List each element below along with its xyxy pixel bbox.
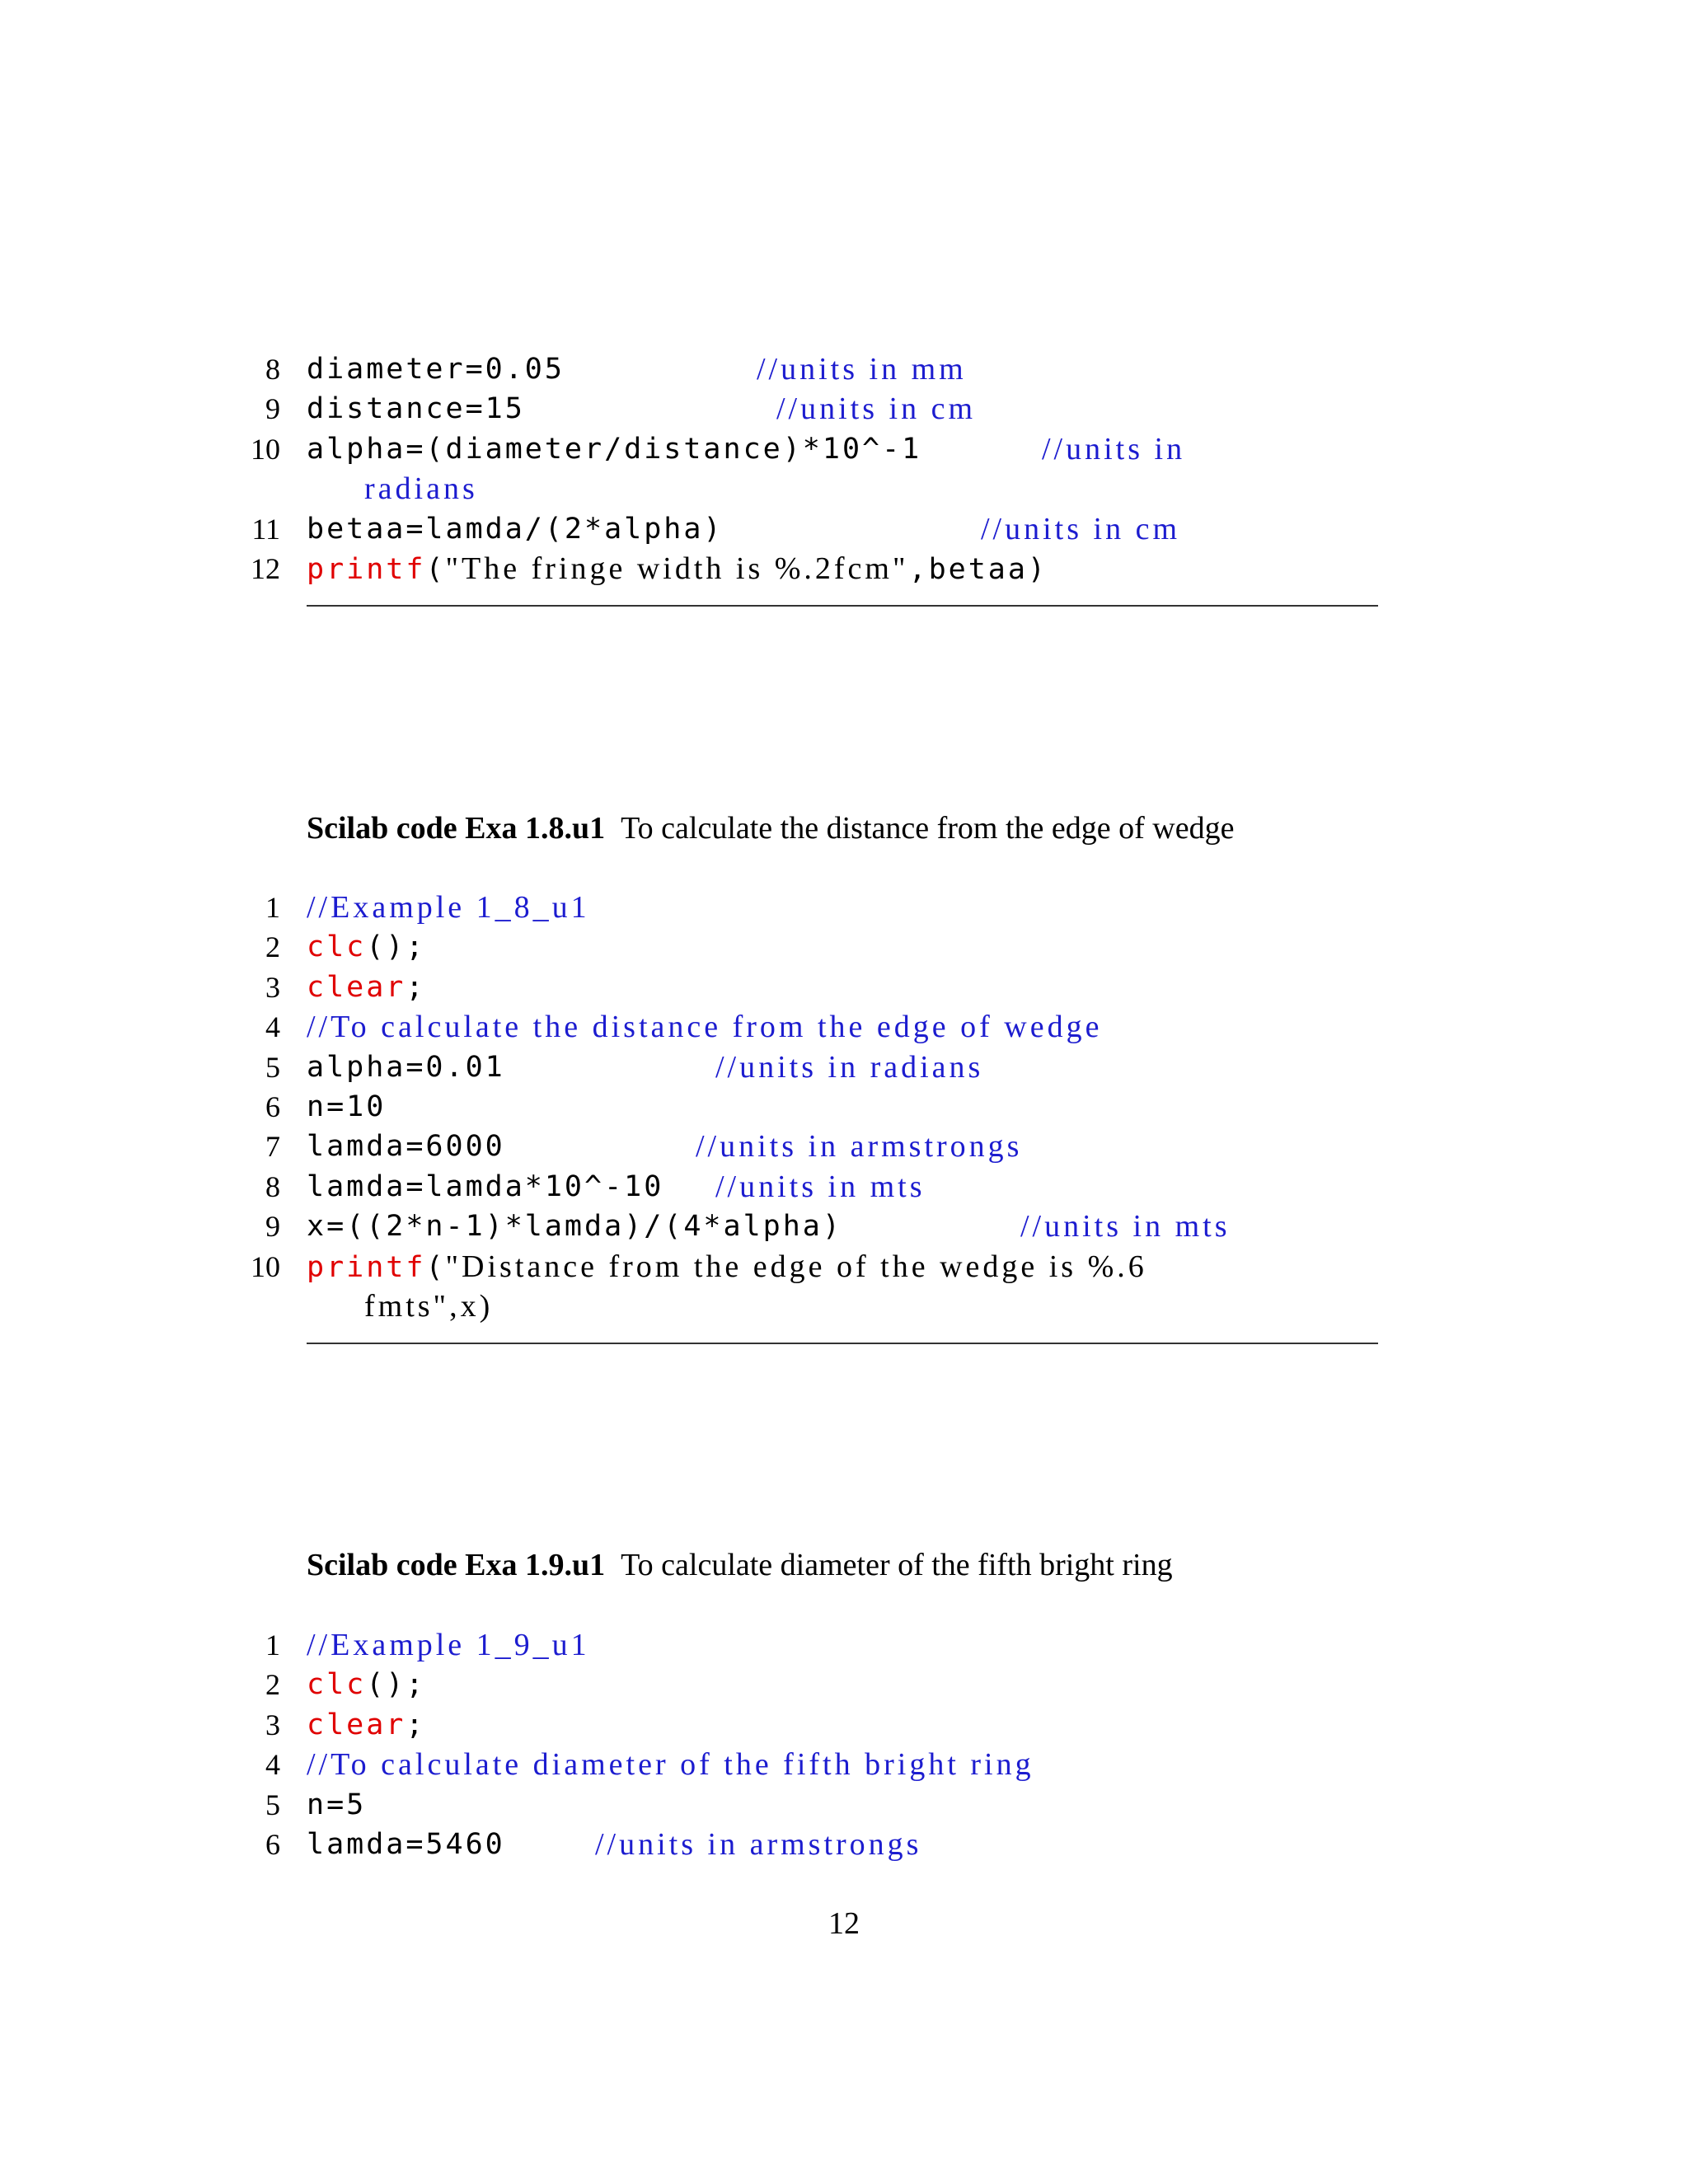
caption-text: To calculate the distance from the edge of wedge bbox=[621, 811, 1235, 846]
code-keyword: clc bbox=[307, 1668, 367, 1702]
line-number: 9 bbox=[265, 392, 280, 426]
code-line bbox=[0, 389, 1688, 429]
code-listing bbox=[0, 1625, 1688, 1864]
code-comment: //To calculate the distance from the edge of wedge bbox=[307, 1010, 1103, 1045]
line-number: 10 bbox=[251, 432, 280, 466]
code-line bbox=[0, 968, 1688, 1007]
code-comment: //units in cm bbox=[981, 511, 1180, 546]
code-comment-continuation: radians bbox=[364, 471, 478, 507]
code-listing-continued bbox=[0, 349, 1688, 588]
code-keyword: printf bbox=[307, 1250, 426, 1284]
code-line bbox=[0, 1047, 1688, 1087]
code-text: printf("Distance from the edge of the wedge is %.6 bbox=[307, 1249, 1147, 1284]
code-line bbox=[0, 1785, 1688, 1825]
line-number: 4 bbox=[265, 1748, 280, 1782]
listing-end-rule bbox=[307, 605, 1378, 607]
line-number: 3 bbox=[265, 1708, 280, 1741]
caption-label: Scilab code Exa 1.9.u1 bbox=[307, 1548, 606, 1582]
listing-caption bbox=[307, 808, 1234, 849]
line-number: 6 bbox=[265, 1827, 280, 1861]
code-keyword: clc bbox=[307, 930, 367, 964]
code-comment: //units in radians bbox=[715, 1049, 984, 1085]
code-line bbox=[0, 1207, 1688, 1246]
code-line bbox=[0, 429, 1688, 469]
code-line bbox=[0, 888, 1688, 927]
code-keyword: clear bbox=[307, 970, 406, 1004]
code-text: diameter=0.05 bbox=[307, 353, 565, 386]
code-line bbox=[0, 1007, 1688, 1047]
code-line bbox=[0, 509, 1688, 549]
code-line bbox=[0, 1705, 1688, 1745]
line-number: 5 bbox=[265, 1788, 280, 1821]
code-line bbox=[0, 1087, 1688, 1127]
line-number: 4 bbox=[265, 1010, 280, 1044]
line-number: 7 bbox=[265, 1130, 280, 1164]
code-text: alpha=(diameter/distance)*10^-1 bbox=[307, 432, 922, 466]
line-number: 12 bbox=[251, 551, 280, 585]
line-number: 11 bbox=[251, 512, 280, 546]
line-number: 10 bbox=[251, 1249, 280, 1283]
page-number: 12 bbox=[828, 1906, 860, 1941]
listing-caption bbox=[307, 1544, 1173, 1586]
code-comment: //To calculate diameter of the fifth bright ring bbox=[307, 1747, 1034, 1783]
line-number: 9 bbox=[265, 1210, 280, 1244]
code-text: n=10 bbox=[307, 1090, 387, 1123]
code-text: clc(); bbox=[307, 930, 426, 964]
code-comment: //units in armstrongs bbox=[696, 1129, 1023, 1165]
code-text: betaa=lamda/(2*alpha) bbox=[307, 512, 724, 546]
code-text: distance=15 bbox=[307, 392, 525, 426]
line-number: 2 bbox=[265, 930, 280, 964]
line-number: 1 bbox=[265, 1629, 280, 1661]
code-text: clc(); bbox=[307, 1668, 426, 1702]
line-number: 5 bbox=[265, 1050, 280, 1084]
code-line bbox=[0, 349, 1688, 389]
code-text: lamda=6000 bbox=[307, 1130, 505, 1164]
line-number: 1 bbox=[265, 891, 280, 924]
code-keyword: printf bbox=[307, 552, 426, 586]
line-number: 2 bbox=[265, 1668, 280, 1702]
code-text: lamda=lamda*10^-10 bbox=[307, 1169, 664, 1203]
code-comment: //units in armstrongs bbox=[595, 1826, 922, 1862]
code-line bbox=[0, 1247, 1688, 1286]
line-number: 6 bbox=[265, 1090, 280, 1123]
code-text: x=((2*n-1)*lamda)/(4*alpha) bbox=[307, 1210, 842, 1244]
code-line bbox=[0, 1625, 1688, 1665]
listing-end-rule bbox=[307, 1343, 1378, 1344]
code-line-continuation bbox=[0, 469, 1688, 509]
code-line-continuation bbox=[0, 1286, 1688, 1326]
code-line bbox=[0, 1127, 1688, 1166]
code-comment: //units in mts bbox=[715, 1169, 926, 1204]
code-string: "Distance from the edge of the wedge is %.6 bbox=[445, 1249, 1147, 1284]
code-comment: //Example 1_9_u1 bbox=[307, 1628, 590, 1662]
caption-text: To calculate diameter of the fifth bright ring bbox=[621, 1548, 1173, 1582]
code-line bbox=[0, 549, 1688, 588]
code-line bbox=[0, 927, 1688, 967]
code-comment: //units in cm bbox=[776, 391, 976, 427]
code-text: printf("The fringe width is %.2fcm",betaa) bbox=[307, 551, 1048, 586]
code-keyword: clear bbox=[307, 1708, 406, 1741]
line-number: 3 bbox=[265, 970, 280, 1004]
code-comment: //Example 1_8_u1 bbox=[307, 890, 590, 925]
line-number: 8 bbox=[265, 1169, 280, 1203]
code-text: clear; bbox=[307, 1708, 426, 1741]
code-line bbox=[0, 1745, 1688, 1784]
code-string: "The fringe width is %.2fcm" bbox=[445, 551, 909, 586]
code-text: n=5 bbox=[307, 1788, 367, 1821]
code-comment: //units in bbox=[1042, 431, 1186, 466]
code-string-continuation: fmts",x) bbox=[364, 1288, 494, 1324]
code-text: lamda=5460 bbox=[307, 1827, 505, 1861]
line-number: 8 bbox=[265, 353, 280, 386]
code-comment: //units in mm bbox=[757, 352, 967, 387]
code-text: clear; bbox=[307, 970, 426, 1004]
code-listing bbox=[0, 888, 1688, 1326]
code-line bbox=[0, 1167, 1688, 1207]
caption-label: Scilab code Exa 1.8.u1 bbox=[307, 811, 606, 846]
code-line bbox=[0, 1825, 1688, 1864]
code-text: alpha=0.01 bbox=[307, 1050, 505, 1084]
code-line bbox=[0, 1665, 1688, 1704]
code-comment: //units in mts bbox=[1020, 1209, 1231, 1244]
